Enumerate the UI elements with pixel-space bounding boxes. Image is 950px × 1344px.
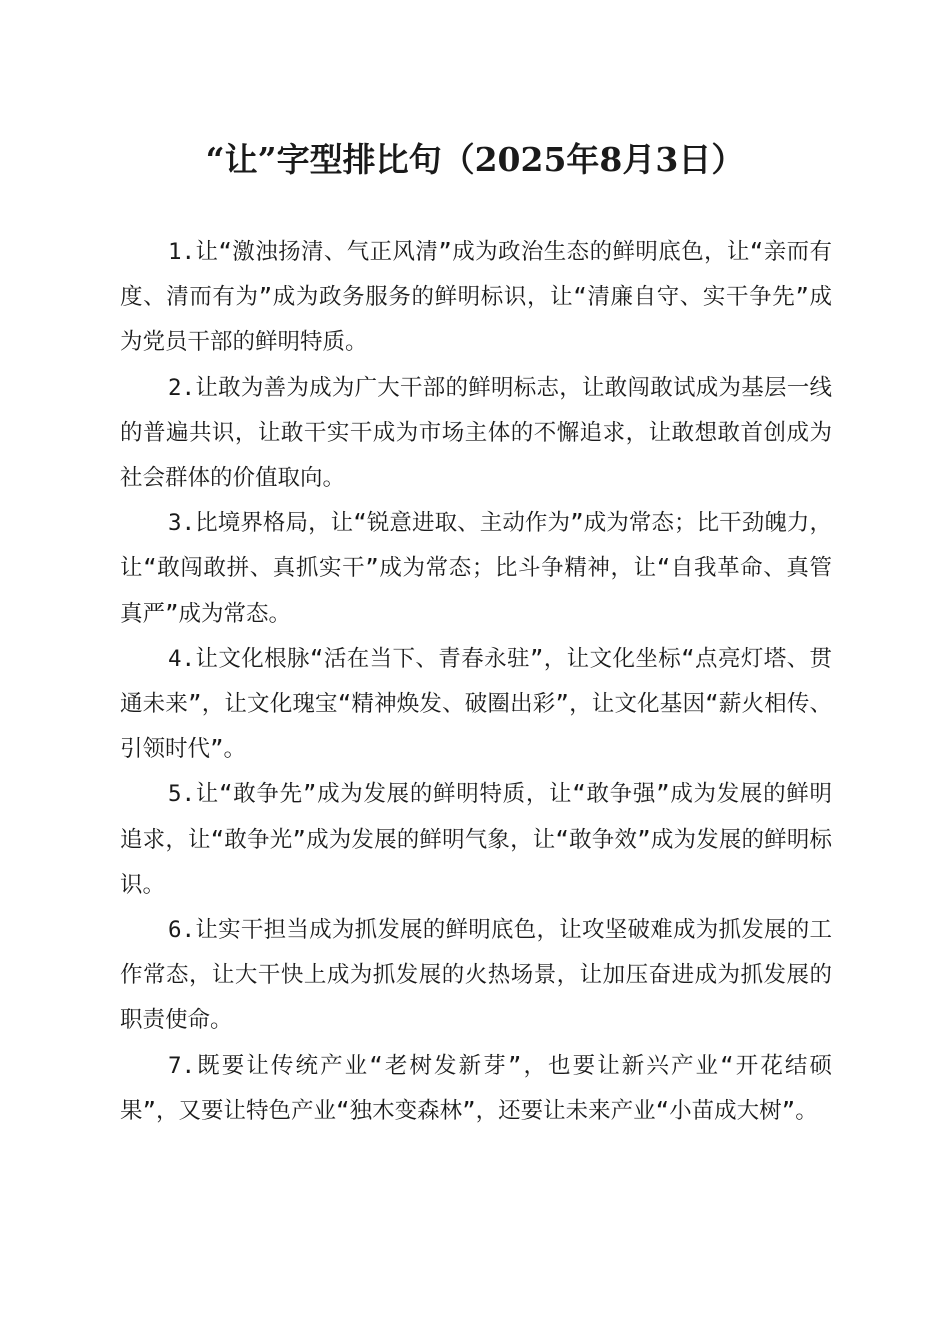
document-title: “让”字型排比句（2025年8月3日） <box>205 140 745 179</box>
paragraph-3: 3.比境界格局，让“锐意进取、主动作为”成为常态；比干劲魄力，让“敢闯敢拼、真抓实干”成为常态；比斗争精神，让“自我革命、真管真严”成为常态。 <box>120 510 832 627</box>
paragraph-4: 4.让文化根脉“活在当下、青春永驻”，让文化坐标“点亮灯塔、贯通未来”，让文化瑰宝“精神焕发、破圈出彩”，让文化基因“薪火相传、引领时代”。 <box>120 645 832 763</box>
paragraph-5: 5.让“敢争先”成为发展的鲜明特质，让“敢争强”成为发展的鲜明追求，让“敢争光”成为发展的鲜明气象，让“敢争效”成为发展的鲜明标识。 <box>120 781 832 898</box>
paragraph-1: 1.让“激浊扬清、气正风清”成为政治生态的鲜明底色，让“亲而有度、清而有为”成为政务服务的鲜明标识，让“清廉自守、实干争先”成为党员干部的鲜明特质。 <box>120 239 832 356</box>
paragraph-6: 6.让实干担当成为抓发展的鲜明底色，让攻坚破难成为抓发展的工作常态，让大干快上成为抓发展的火热场景，让加压奋进成为抓发展的职责使命。 <box>120 917 832 1034</box>
paragraph-2: 2.让敢为善为成为广大干部的鲜明标志，让敢闯敢试成为基层一线的普遍共识，让敢干实干成为市场主体的不懈追求，让敢想敢首创成为社会群体的价值取向。 <box>120 374 832 492</box>
paragraph-7: 7.既要让传统产业“老树发新芽”，也要让新兴产业“开花结硕果”，又要让特色产业“独木变森林”，还要让未来产业“小苗成大树”。 <box>120 1052 832 1124</box>
document-body <box>120 230 832 1134</box>
